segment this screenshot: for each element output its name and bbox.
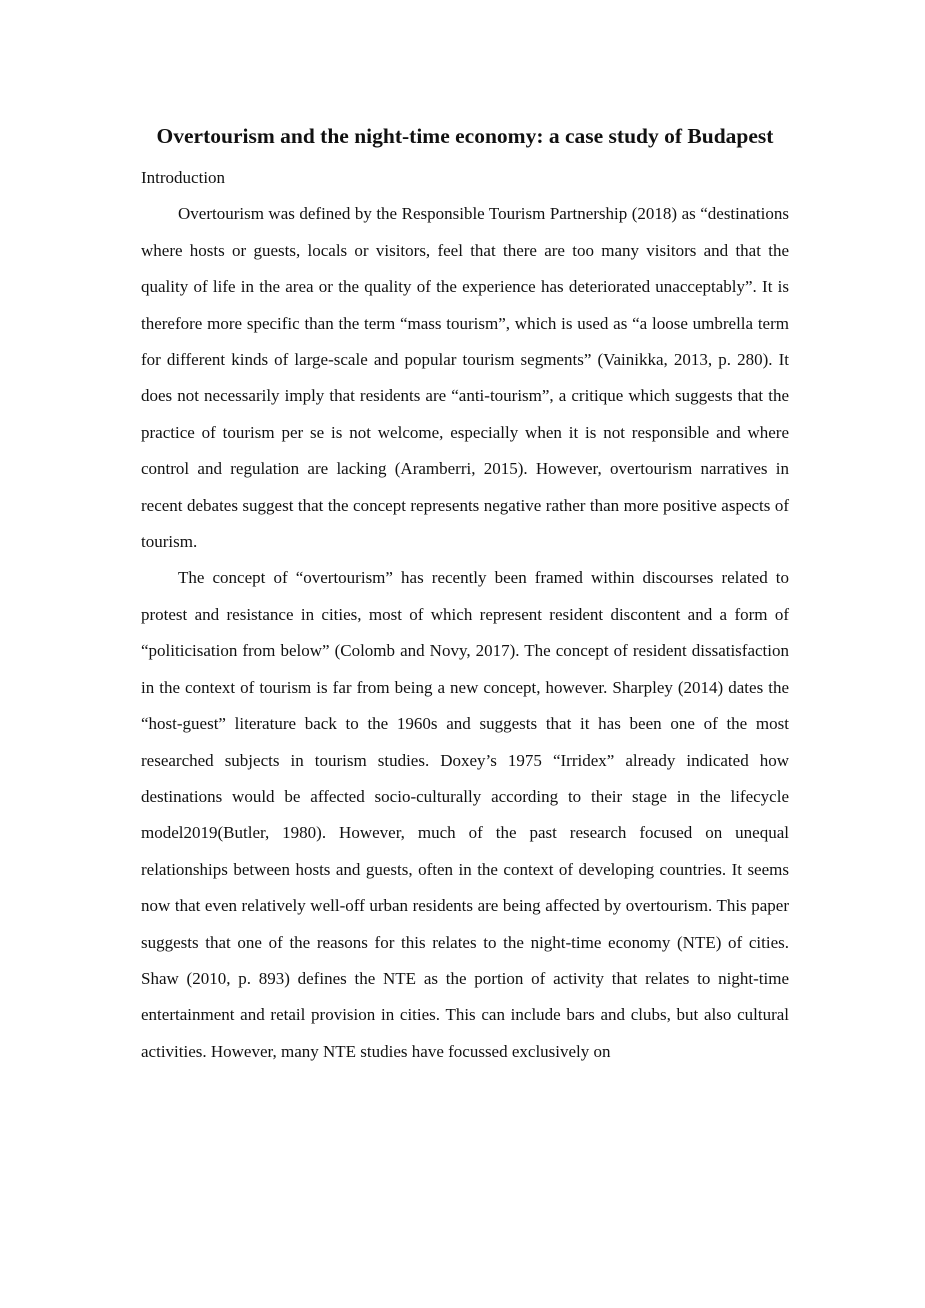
paper-title: Overtourism and the night-time economy: a case study of Budapest	[156, 124, 774, 148]
paragraph-1: Overtourism was defined by the Responsible Tourism Partnership (2018) as “destinations where hosts or guests, locals or visitors, feel that there are too many visitors and that the quality of life in the area or the quality of the experience has deteriorated unacceptably”. It is therefore more specific than the term “mass tourism”, which is used as “a loose umbrella term for different kinds of large-scale and popular tourism segments” (Vainikka, 2013, p. 280). It does not necessarily imply that residents are “anti-tourism”, a critique which suggests that the practice of tourism per se is not welcome, especially when it is not responsible and where control and regulation are lacking (Aramberri, 2015). However, overtourism narratives in recent debates suggest that the concept represents negative rather than more positive aspects of tourism.	[141, 204, 789, 552]
paragraph-2: The concept of “overtourism” has recently been framed within discourses related to protest and resistance in cities, most of which represent resident discontent and a form of “politicisation from below” (Colomb and Novy, 2017). The concept of resident dissatisfaction in the context of tourism is far from being a new concept, however. Sharpley (2014) dates the “host-guest” literature back to the 1960s and suggests that it has been one of the most researched subjects in tourism studies. Doxey’s 1975 “Irridex” already indicated how destinations would be affected socio-culturally according to their stage in the lifecycle model2019(Butler, 1980). However, much of the past research focused on unequal relationships between hosts and guests, often in the context of developing countries. It seems now that even relatively well-off urban residents are being affected by overtourism. This paper suggests that one of the reasons for this relates to the night-time economy (NTE) of cities. Shaw (2010, p. 893) defines the NTE as the portion of activity that relates to night-time entertainment and retail provision in cities. This can include bars and clubs, but also cultural activities. However, many NTE studies have focussed exclusively on	[141, 568, 789, 1061]
section-heading: Introduction	[141, 168, 226, 187]
document-page	[141, 112, 789, 1070]
